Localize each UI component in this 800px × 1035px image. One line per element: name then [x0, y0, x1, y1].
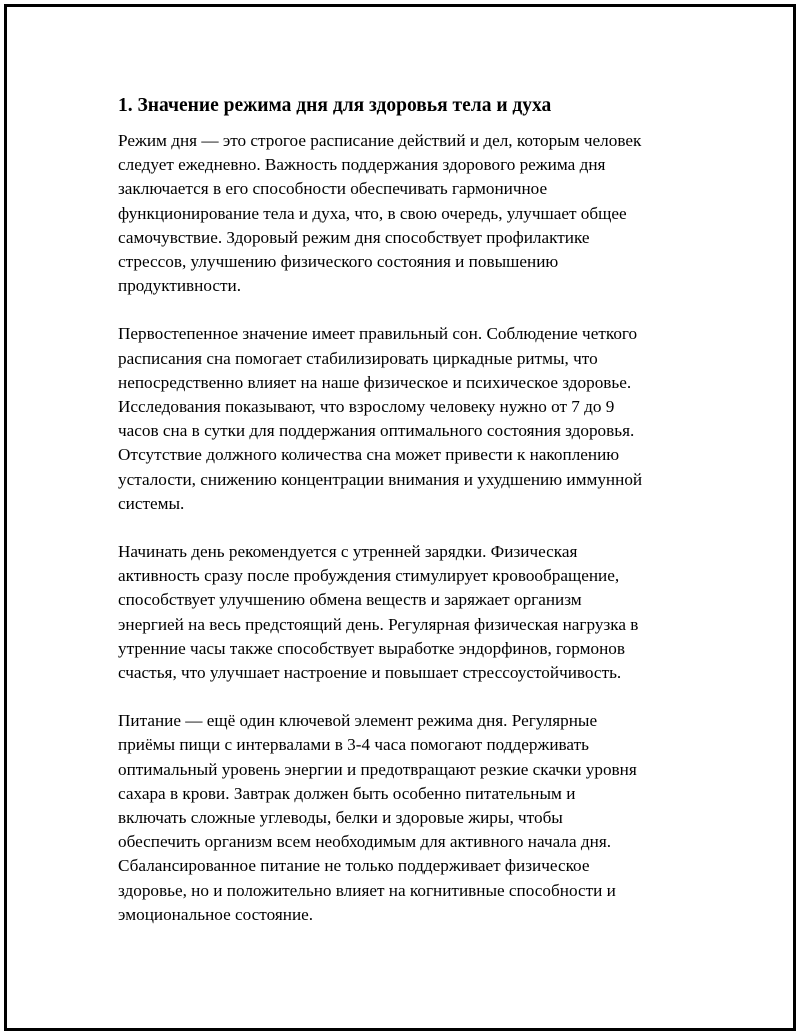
text-line: Отсутствие должного количества сна может привести к накоплению — [118, 445, 620, 465]
text-line: счастья, что улучшает настроение и повышает стрессоустойчивость. — [118, 663, 622, 683]
text-line: продуктивности. — [118, 276, 242, 296]
text-line: функционирование тела и духа, что, в свою очередь, улучшает общее — [118, 203, 627, 223]
text-line: расписания сна помогает стабилизировать циркадные ритмы, что — [118, 348, 598, 368]
text-line: Исследования показывают, что взрослому человеку нужно от 7 до 9 — [118, 397, 615, 417]
text-line: оптимальный уровень энергии и предотвращают резкие скачки уровня — [118, 759, 637, 779]
text-line: часов сна в сутки для поддержания оптимального состояния здоровья. — [118, 421, 635, 441]
text-line: способствует улучшению обмена веществ и заряжает организм — [118, 590, 582, 610]
text-line: заключается в его способности обеспечивать гармоничное — [118, 179, 548, 199]
text-line: активность сразу после пробуждения стимулирует кровообращение, — [118, 566, 620, 586]
text-line: следует ежедневно. Важность поддержания здорового режима дня — [118, 155, 606, 175]
text-line: энергией на весь предстоящий день. Регулярная физическая нагрузка в — [118, 614, 639, 634]
text-line: Начинать день рекомендуется с утренней зарядки. Физическая — [118, 542, 578, 562]
text-line: обеспечить организм всем необходимым для активного начала дня. — [118, 832, 612, 852]
text-line: Сбалансированное питание не только поддерживает физическое — [118, 856, 590, 876]
text-line: здоровье, но и положительно влияет на когнитивные способности и — [118, 880, 616, 900]
text-line: усталости, снижению концентрации внимания и ухудшению иммунной — [118, 469, 643, 489]
paragraph-nutrition — [118, 709, 688, 927]
document-body — [118, 93, 688, 951]
paragraph-daily-routine — [118, 129, 688, 298]
section-heading: 1. Значение режима дня для здоровья тела и духа — [118, 95, 552, 116]
text-line: включать сложные углеводы, белки и здоровые жиры, чтобы — [118, 808, 563, 828]
paragraph-morning-exercise — [118, 540, 688, 685]
text-line: непосредственно влияет на наше физическое и психическое здоровье. — [118, 372, 632, 392]
text-line: Первостепенное значение имеет правильный сон. Соблюдение четкого — [118, 324, 638, 344]
text-line: самочувствие. Здоровый режим дня способствует профилактике — [118, 227, 590, 247]
text-line: приёмы пищи с интервалами в 3-4 часа помогают поддерживать — [118, 735, 589, 755]
paragraph-sleep — [118, 322, 688, 516]
text-line: системы. — [118, 493, 185, 513]
text-line: утренние часы также способствует выработке эндорфинов, гормонов — [118, 638, 625, 658]
text-line: сахара в крови. Завтрак должен быть особенно питательным и — [118, 783, 576, 803]
text-line: Режим дня — это строгое расписание действий и дел, которым человек — [118, 131, 642, 150]
text-line: эмоциональное состояние. — [118, 904, 314, 924]
text-line: стрессов, улучшению физического состояния и повышению — [118, 252, 559, 272]
text-line: Питание — ещё один ключевой элемент режима дня. Регулярные — [118, 711, 598, 731]
